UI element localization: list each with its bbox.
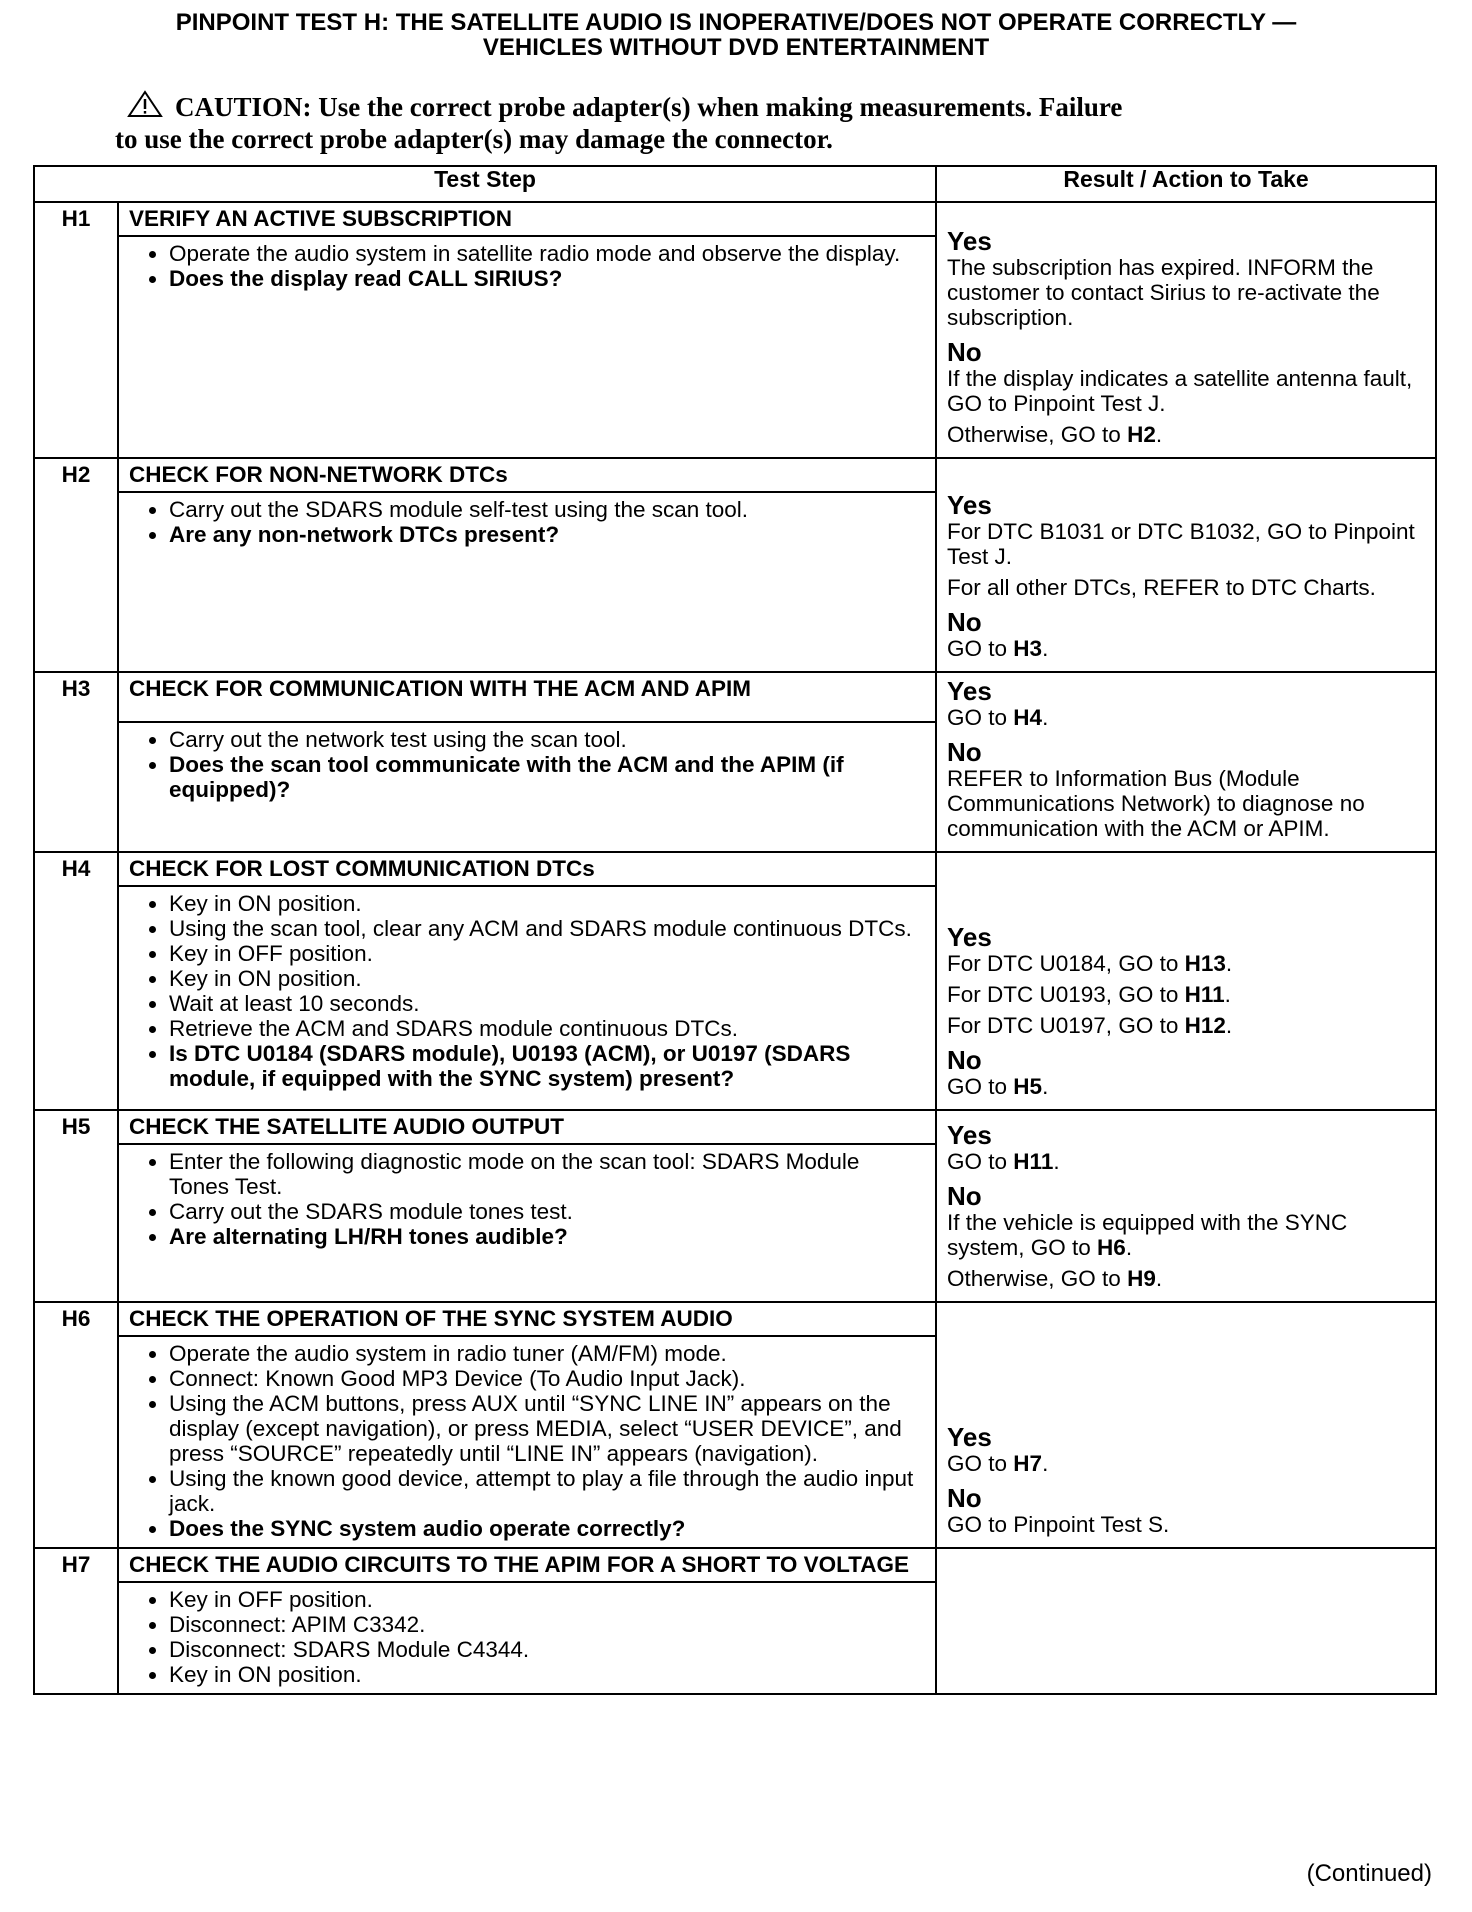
result-line <box>947 1451 1429 1476</box>
pinpoint-test-table <box>33 165 1437 1695</box>
result-line-text: If the vehicle is equipped with the SYNC system, GO to <box>947 1210 1348 1260</box>
warning-triangle-icon <box>127 90 163 118</box>
step-reference: H5 <box>1013 1074 1043 1099</box>
result-line-text: Otherwise, GO to <box>947 1266 1128 1291</box>
step-instructions <box>118 722 936 852</box>
result-label: No <box>947 737 982 767</box>
result-line <box>947 1013 1429 1038</box>
result-label: No <box>947 337 982 367</box>
step-heading: VERIFY AN ACTIVE SUBSCRIPTION <box>118 202 936 236</box>
step-heading: CHECK FOR COMMUNICATION WITH THE ACM AND APIM <box>118 672 936 722</box>
title-line-2: VEHICLES WITHOUT DVD ENTERTAINMENT <box>482 34 990 61</box>
step-code: H2 <box>34 458 118 672</box>
result-line-suffix: . <box>1042 636 1049 661</box>
step-reference: H11 <box>1184 982 1225 1007</box>
step-heading-row <box>34 672 1436 722</box>
instruction-item: • Disconnect: APIM C3342. <box>169 1612 925 1637</box>
step-reference: H9 <box>1127 1266 1156 1291</box>
result-line-suffix: . <box>1125 1235 1133 1260</box>
page-title <box>0 10 1472 60</box>
instruction-list <box>129 1149 925 1249</box>
instruction-item: • Operate the audio system in radio tuner (AM/FM) mode. <box>169 1341 925 1366</box>
result-line-suffix: . <box>1225 1013 1233 1038</box>
step-heading: CHECK THE SATELLITE AUDIO OUTPUT <box>118 1110 936 1144</box>
caution-note <box>115 90 1355 155</box>
continued-label: (Continued) <box>1306 1860 1432 1887</box>
result-line <box>947 705 1429 730</box>
result-line <box>947 422 1429 447</box>
result-line <box>947 1512 1429 1537</box>
result-label: Yes <box>947 490 992 520</box>
result-line-text: GO to <box>947 636 1014 661</box>
result-line-text: The subscription has expired. INFORM the customer to contact Sirius to re-activate the subscription. <box>947 255 1380 330</box>
step-code: H5 <box>34 1110 118 1302</box>
instruction-item: • Operate the audio system in satellite radio mode and observe the display. <box>169 241 925 266</box>
step-reference: H11 <box>1013 1149 1054 1174</box>
test-step-column-header: Test Step <box>34 166 936 202</box>
instruction-item: • Carry out the SDARS module self-test using the scan tool. <box>169 497 925 522</box>
result-label: No <box>947 1483 982 1513</box>
step-reference: H7 <box>1013 1451 1043 1476</box>
result-line-suffix: . <box>1224 982 1231 1007</box>
step-heading-row <box>34 1548 1436 1582</box>
step-result <box>936 1548 1436 1694</box>
result-line-suffix: . <box>1155 1266 1163 1291</box>
instruction-item: • Using the scan tool, clear any ACM and SDARS module continuous DTCs. <box>169 916 925 941</box>
step-code: H7 <box>34 1548 118 1694</box>
step-heading-row <box>34 458 1436 492</box>
step-result <box>936 458 1436 672</box>
instruction-item: • Key in ON position. <box>169 891 925 916</box>
result-line-suffix: . <box>1042 705 1049 730</box>
result-label: Yes <box>947 922 992 952</box>
step-reference: H12 <box>1184 1013 1226 1038</box>
result-label: No <box>947 1181 982 1211</box>
step-result <box>936 672 1436 852</box>
instruction-list <box>129 497 925 547</box>
table-header-row <box>34 166 1436 202</box>
instruction-item: • Wait at least 10 seconds. <box>169 991 925 1016</box>
instruction-item: • Carry out the SDARS module tones test. <box>169 1199 925 1224</box>
step-heading-row <box>34 202 1436 236</box>
instruction-item: • Key in OFF position. <box>169 941 925 966</box>
result-line <box>947 255 1429 330</box>
decision-question: • Does the display read CALL SIRIUS? <box>169 266 925 291</box>
result-line <box>947 1266 1429 1291</box>
step-instructions <box>118 236 936 458</box>
step-instructions <box>118 1336 936 1548</box>
result-line <box>947 982 1429 1007</box>
result-line-text: For DTC U0197, GO to <box>947 1013 1185 1038</box>
result-line-text: For DTC U0193, GO to <box>947 982 1185 1007</box>
decision-question: • Does the SYNC system audio operate correctly? <box>169 1516 925 1541</box>
instruction-item: • Key in ON position. <box>169 966 925 991</box>
result-line-text: For DTC U0184, GO to <box>947 951 1185 976</box>
step-code: H3 <box>34 672 118 852</box>
step-code: H4 <box>34 852 118 1110</box>
instruction-list <box>129 241 925 291</box>
instruction-list <box>129 1587 925 1687</box>
result-line-text: GO to Pinpoint Test S. <box>947 1512 1170 1537</box>
result-label: Yes <box>947 676 992 706</box>
result-line <box>947 575 1429 600</box>
result-line <box>947 766 1429 841</box>
step-reference: H4 <box>1013 705 1043 730</box>
step-reference: H3 <box>1013 636 1043 661</box>
instruction-item: • Connect: Known Good MP3 Device (To Audio Input Jack). <box>169 1366 925 1391</box>
decision-question: • Are alternating LH/RH tones audible? <box>169 1224 925 1249</box>
result-column-header: Result / Action to Take <box>936 166 1436 202</box>
instruction-item: • Retrieve the ACM and SDARS module continuous DTCs. <box>169 1016 925 1041</box>
result-line-text: GO to <box>947 1451 1014 1476</box>
instruction-list <box>129 891 925 1091</box>
result-label: No <box>947 1045 982 1075</box>
result-label: Yes <box>947 1120 992 1150</box>
result-line-text: For all other DTCs, REFER to DTC Charts. <box>947 575 1376 600</box>
step-reference: H13 <box>1184 951 1226 976</box>
step-code: H1 <box>34 202 118 458</box>
result-label: No <box>947 607 982 637</box>
decision-question: • Is DTC U0184 (SDARS module), U0193 (ACM), or U0197 (SDARS module, if equipped with the SYNC system) present? <box>169 1041 925 1091</box>
step-instructions <box>118 1144 936 1302</box>
step-heading-row <box>34 1302 1436 1336</box>
result-line-text: GO to <box>947 1149 1014 1174</box>
result-line-suffix: . <box>1053 1149 1060 1174</box>
result-line <box>947 951 1429 976</box>
step-reference: H6 <box>1097 1235 1126 1260</box>
step-instructions <box>118 492 936 672</box>
result-line-text: For DTC B1031 or DTC B1032, GO to Pinpoint Test J. <box>947 519 1415 569</box>
result-line <box>947 1149 1429 1174</box>
instruction-item: • Using the known good device, attempt to play a file through the audio input jack. <box>169 1466 925 1516</box>
result-line <box>947 1074 1429 1099</box>
instruction-item: • Enter the following diagnostic mode on the scan tool: SDARS Module Tones Test. <box>169 1149 925 1199</box>
result-line-text: GO to <box>947 705 1014 730</box>
step-result <box>936 1110 1436 1302</box>
result-label: Yes <box>947 1422 992 1452</box>
result-line-text: REFER to Information Bus (Module Communications Network) to diagnose no communication with the ACM or APIM. <box>947 766 1365 841</box>
caution-line-1: CAUTION: Use the correct probe adapter(s) when making measurements. Failure <box>175 92 1123 122</box>
instruction-list <box>129 727 925 802</box>
step-result <box>936 852 1436 1110</box>
step-instructions <box>118 1582 936 1694</box>
step-heading-row <box>34 1110 1436 1144</box>
step-heading: CHECK THE OPERATION OF THE SYNC SYSTEM AUDIO <box>118 1302 936 1336</box>
result-line-suffix: . <box>1042 1451 1049 1476</box>
result-line <box>947 1210 1429 1260</box>
caution-line-2: to use the correct probe adapter(s) may damage the connector. <box>115 124 833 154</box>
instruction-item: • Key in ON position. <box>169 1662 925 1687</box>
instruction-item: • Disconnect: SDARS Module C4344. <box>169 1637 925 1662</box>
step-heading: CHECK THE AUDIO CIRCUITS TO THE APIM FOR A SHORT TO VOLTAGE <box>118 1548 936 1582</box>
step-instructions <box>118 886 936 1110</box>
step-heading: CHECK FOR LOST COMMUNICATION DTCs <box>118 852 936 886</box>
step-heading: CHECK FOR NON-NETWORK DTCs <box>118 458 936 492</box>
result-line-suffix: . <box>1225 951 1233 976</box>
step-heading-row <box>34 852 1436 886</box>
result-line-suffix: . <box>1155 422 1163 447</box>
instruction-item: • Carry out the network test using the scan tool. <box>169 727 925 752</box>
instruction-item: • Using the ACM buttons, press AUX until “SYNC LINE IN” appears on the display (except navigation), or press MEDIA, select “USER DEVICE”, and press “SOURCE” repeatedly until “LINE IN” appears (navigation). <box>169 1391 925 1466</box>
instruction-list <box>129 1341 925 1541</box>
decision-question: • Does the scan tool communicate with the ACM and the APIM (if equipped)? <box>169 752 925 802</box>
result-line-text: Otherwise, GO to <box>947 422 1128 447</box>
test-steps <box>34 202 1436 1694</box>
step-result <box>936 202 1436 458</box>
result-line-text: If the display indicates a satellite antenna fault, GO to Pinpoint Test J. <box>947 366 1413 416</box>
result-label: Yes <box>947 226 992 256</box>
instruction-item: • Key in OFF position. <box>169 1587 925 1612</box>
result-line <box>947 519 1429 569</box>
decision-question: • Are any non-network DTCs present? <box>169 522 925 547</box>
result-line <box>947 366 1429 416</box>
result-line <box>947 636 1429 661</box>
title-line-1: PINPOINT TEST H: THE SATELLITE AUDIO IS INOPERATIVE/DOES NOT OPERATE CORRECTLY — <box>175 9 1297 36</box>
result-line-text: GO to <box>947 1074 1014 1099</box>
step-result <box>936 1302 1436 1548</box>
step-reference: H2 <box>1127 422 1156 447</box>
result-line-suffix: . <box>1042 1074 1049 1099</box>
step-code: H6 <box>34 1302 118 1548</box>
